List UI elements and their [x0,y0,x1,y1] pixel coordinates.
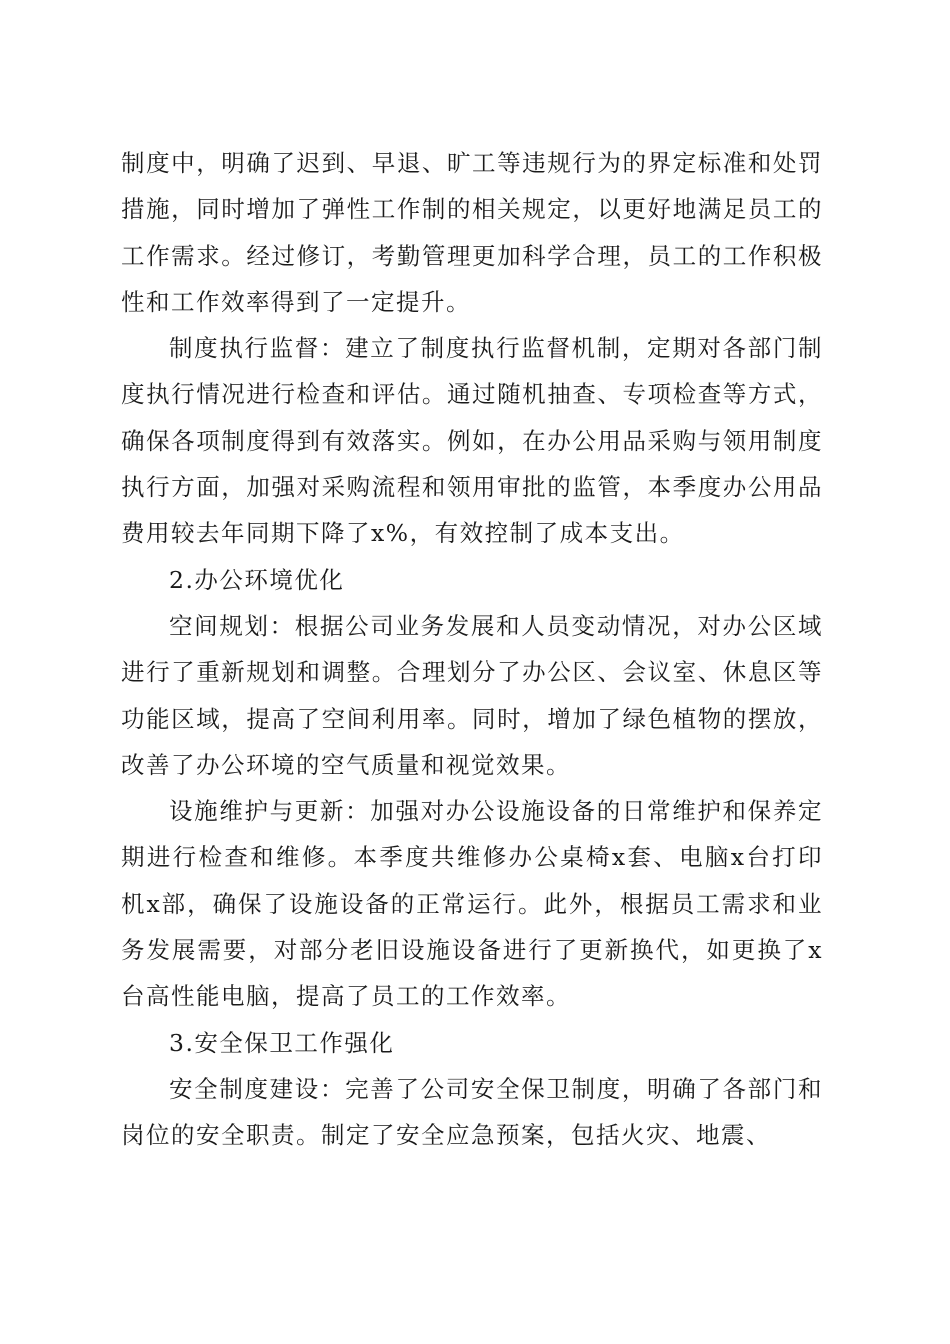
paragraph: 空间规划：根据公司业务发展和人员变动情况，对办公区域进行了重新规划和调整。合理划分了办公区、会议室、休息区等功能区域，提高了空间利用率。同时，增加了绿色植物的摆放，改善了办公环境的空气质量和视觉效果。 [121,611,823,779]
section-heading: 2.办公环境优化 [169,565,345,594]
paragraph: 安全制度建设：完善了公司安全保卫制度，明确了各部门和岗位的安全职责。制定了安全应急预案，包括火灾、地震、 [121,1074,823,1150]
paragraph: 制度中，明确了迟到、早退、旷工等违规行为的界定标准和处罚措施，同时增加了弹性工作制的相关规定，以更好地满足员工的工作需求。经过修订，考勤管理更加科学合理，员工的工作积极性和工作效率得到了一定提升。 [121,149,823,316]
paragraph: 制度执行监督：建立了制度执行监督机制，定期对各部门制度执行情况进行检查和评估。通过随机抽查、专项检查等方式，确保各项制度得到有效落实。例如，在办公用品采购与领用制度执行方面，加强对采购流程和领用审批的监管，本季度办公用品费用较去年同期下降了x%，有效控制了成本支出。 [121,334,823,548]
section-heading: 3.安全保卫工作强化 [169,1028,395,1057]
paragraph: 设施维护与更新：加强对办公设施设备的日常维护和保养定期进行检查和维修。本季度共维修办公桌椅x套、电脑x台打印机x部，确保了设施设备的正常运行。此外，根据员工需求和业务发展需要，对部分老旧设施设备进行了更新换代，如更换了x台高性能电脑，提高了员工的工作效率。 [121,797,823,1011]
document-body [121,140,823,1159]
